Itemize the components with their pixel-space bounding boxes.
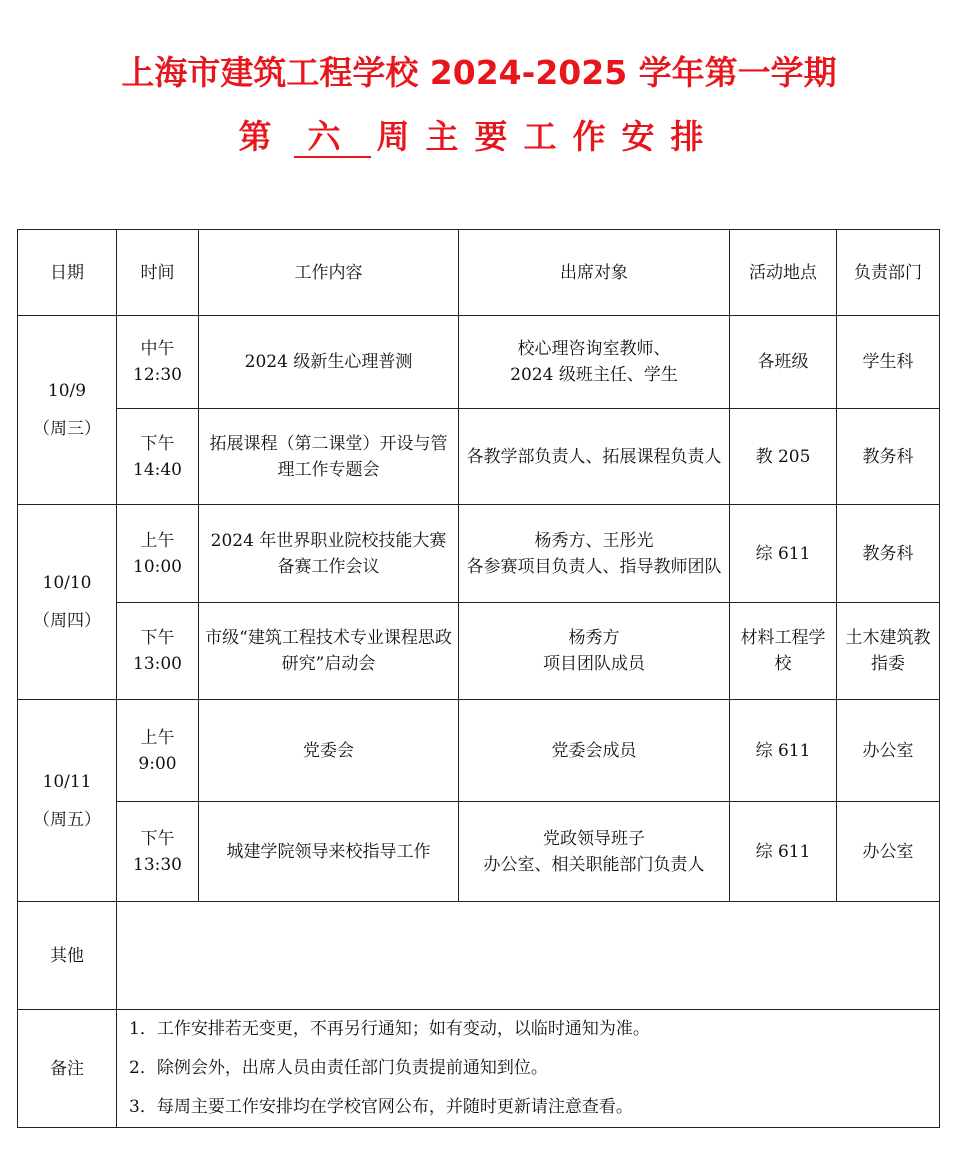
- time-value: 13:00: [133, 654, 182, 674]
- department-cell: 教务科: [837, 505, 940, 603]
- attendee-line: 各参赛项目负责人、指导教师团队: [466, 556, 722, 577]
- time-value: 14:40: [133, 459, 182, 480]
- attendee-line: 项目团队成员: [543, 654, 645, 674]
- department-cell: 办公室: [837, 700, 940, 802]
- other-label: 其他: [18, 902, 117, 1010]
- time-value: 13:30: [133, 854, 182, 875]
- department-cell: 办公室: [837, 802, 940, 902]
- time-period: 中午: [140, 339, 175, 359]
- attendees-cell: [459, 802, 730, 902]
- column-header: 工作内容: [199, 230, 459, 316]
- attendees-cell: [459, 700, 730, 802]
- attendee-line: 党政领导班子: [543, 828, 645, 849]
- content-cell: 2024 级新生心理普测: [199, 316, 459, 409]
- column-header: 出席对象: [459, 230, 730, 316]
- location-cell: 各班级: [730, 316, 837, 409]
- table-row: [18, 603, 940, 700]
- time-cell: [117, 316, 199, 409]
- table-row: [18, 505, 940, 603]
- time-period: 上午: [140, 530, 175, 551]
- date-text: 10/10: [42, 573, 92, 593]
- table-row: [18, 802, 940, 902]
- attendees-cell: [459, 316, 730, 409]
- week-number: 六: [294, 118, 371, 158]
- department-cell: 学生科: [837, 316, 940, 409]
- weekday-text: （周五）: [33, 809, 101, 830]
- page-title: 上海市建筑工程学校 2024-2025 学年第一学期: [121, 53, 837, 92]
- attendee-line: 党委会成员: [551, 740, 637, 761]
- attendee-line: 杨秀方、王彤光: [534, 530, 654, 551]
- note-item: 3．每周主要工作安排均在学校官网公布，并随时更新请注意查看。: [129, 1097, 633, 1117]
- attendees-cell: [459, 603, 730, 700]
- attendee-line: 2024 级班主任、学生: [510, 365, 678, 385]
- column-header: 负责部门: [837, 230, 940, 316]
- page-subtitle: [0, 114, 958, 160]
- location-cell: 综 611: [730, 505, 837, 603]
- attendees-cell: [459, 505, 730, 603]
- time-cell: [117, 505, 199, 603]
- time-value: 10:00: [133, 556, 182, 577]
- notes-content: [117, 1010, 940, 1128]
- department-cell: 土木建筑教指委: [837, 603, 940, 700]
- content-cell: 市级“建筑工程技术专业课程思政研究”启动会: [199, 603, 459, 700]
- time-period: 上午: [140, 727, 175, 748]
- location-cell: 教 205: [730, 409, 837, 505]
- time-value: 12:30: [133, 365, 182, 385]
- time-cell: [117, 603, 199, 700]
- time-cell: [117, 409, 199, 505]
- attendee-line: 校心理咨询室教师、: [517, 339, 671, 359]
- weekday-text: （周四）: [33, 611, 101, 631]
- time-cell: [117, 802, 199, 902]
- other-content: [117, 902, 940, 1010]
- content-cell: 党委会: [199, 700, 459, 802]
- department-cell: 教务科: [837, 409, 940, 505]
- time-period: 下午: [140, 828, 175, 849]
- week-prefix: 第: [238, 117, 288, 156]
- date-cell: [18, 700, 117, 902]
- attendees-cell: [459, 409, 730, 505]
- notes-label: 备注: [18, 1010, 117, 1128]
- attendee-line: 办公室、相关职能部门负责人: [483, 854, 705, 875]
- date-text: 10/11: [42, 771, 92, 792]
- date-cell: [18, 316, 117, 505]
- table-row: [18, 409, 940, 505]
- attendee-line: 杨秀方: [568, 628, 620, 648]
- table-header-row: [18, 230, 940, 316]
- column-header: 日期: [18, 230, 117, 316]
- notes-row: [18, 1010, 940, 1128]
- location-cell: 综 611: [730, 700, 837, 802]
- note-item: 1．工作安排若无变更，不再另行通知；如有变动，以临时通知为准。: [129, 1019, 650, 1039]
- time-period: 下午: [140, 628, 175, 648]
- date-cell: [18, 505, 117, 700]
- content-cell: 拓展课程（第二课堂）开设与管理工作专题会: [199, 409, 459, 505]
- column-header: 时间: [117, 230, 199, 316]
- location-cell: 材料工程学校: [730, 603, 837, 700]
- time-value: 9:00: [138, 753, 177, 774]
- column-header: 活动地点: [730, 230, 837, 316]
- table-row: [18, 316, 940, 409]
- weekday-text: （周三）: [33, 419, 101, 439]
- note-item: 2．除例会外，出席人员由责任部门负责提前通知到位。: [129, 1058, 548, 1078]
- content-cell: 2024 年世界职业院校技能大赛备赛工作会议: [199, 505, 459, 603]
- date-text: 10/9: [47, 381, 87, 401]
- week-suffix: 周主要工作安排: [376, 117, 720, 156]
- other-row: [18, 902, 940, 1010]
- time-cell: [117, 700, 199, 802]
- table-row: [18, 700, 940, 802]
- schedule-table: [17, 229, 940, 1128]
- time-period: 下午: [140, 433, 175, 454]
- content-cell: 城建学院领导来校指导工作: [199, 802, 459, 902]
- attendee-line: 各教学部负责人、拓展课程负责人: [466, 446, 722, 467]
- location-cell: 综 611: [730, 802, 837, 902]
